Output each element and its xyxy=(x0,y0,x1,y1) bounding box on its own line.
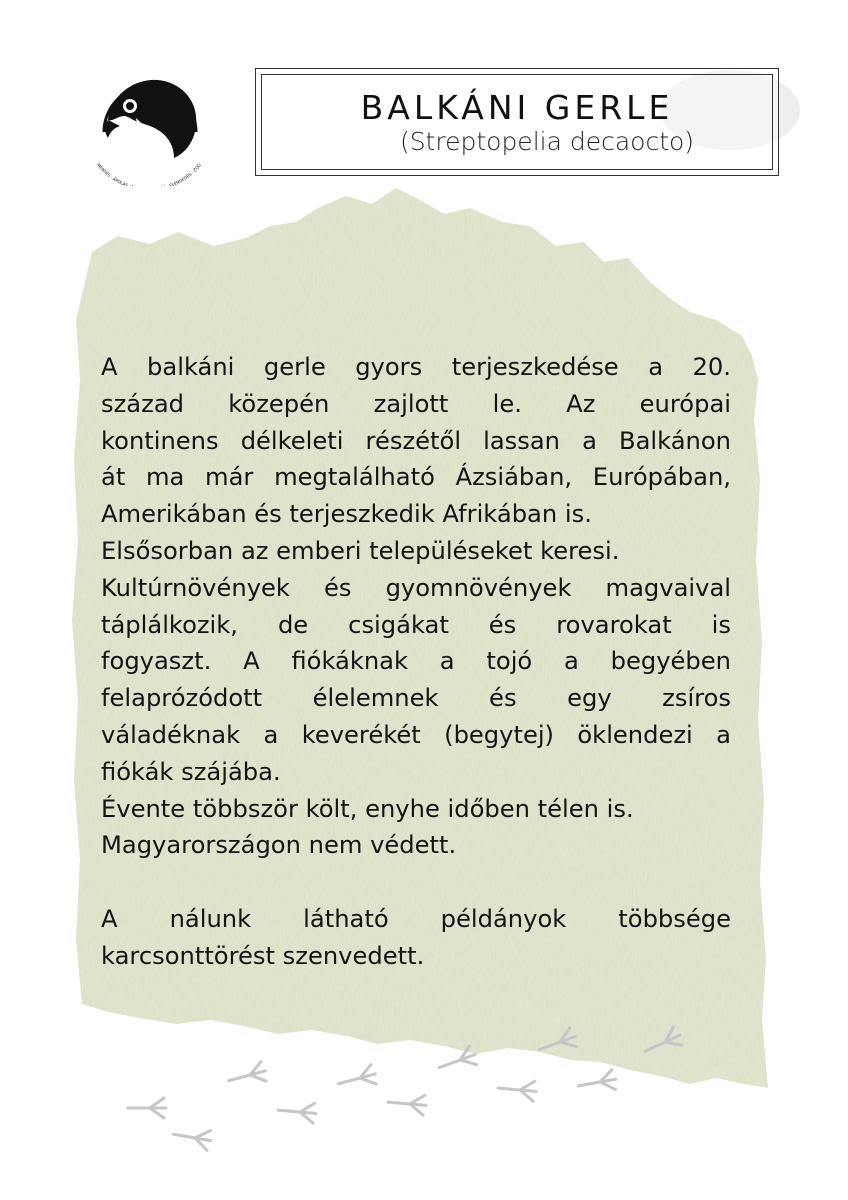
p3-line-6: fiókák szájába. xyxy=(101,757,281,786)
logo-tagline-path: MENTÉS · ÁPOLÁS ELENGEDÉS · ZOO xyxy=(95,162,203,186)
p1-line-2: század közepén zajlott le. Az európai xyxy=(101,389,731,418)
paragraph-2: Elsősorban az emberi településeket keresi. xyxy=(101,536,620,565)
p1-line-5: Amerikában és terjeszkedik Afrikában is. xyxy=(101,500,592,529)
page-title: BALKÁNI GERLE xyxy=(360,88,674,127)
p3-line-5: váladéknak a keverékét (begytej) öklendezi a xyxy=(101,720,731,749)
description-text xyxy=(101,349,731,975)
paragraph-4: Évente többször költ, enyhe időben télen is. xyxy=(101,794,634,823)
p3-line-2: táplálkozik, de csigákat és rovarokat is xyxy=(101,610,731,639)
logo-name xyxy=(78,66,218,70)
p6-line-2: karcsonttörést szenvedett. xyxy=(101,941,425,970)
scientific-name: (Streptopelia decaocto) xyxy=(399,127,695,156)
logo-tagline xyxy=(96,162,202,186)
paragraph-5: Magyarországon nem védett. xyxy=(101,831,457,860)
p1-line-4: át ma már megtalálható Ázsiában, Európában, xyxy=(101,463,731,492)
paragraph-3 xyxy=(101,570,731,791)
p3-line-3: fogyaszt. A fiókáknak a tojó a begyében xyxy=(101,647,731,676)
logo-text xyxy=(78,66,218,186)
title-frame xyxy=(255,68,779,176)
paragraph-gap xyxy=(101,864,731,901)
paragraph-1 xyxy=(101,349,731,533)
title-frame-inner xyxy=(261,74,773,170)
paragraph-6 xyxy=(101,901,731,975)
p3-line-4: felaprózódott élelemnek és egy zsíros xyxy=(101,684,731,713)
p1-line-3: kontinens délkeleti részétől lassan a Balkánon xyxy=(101,426,731,455)
p6-line-1: A nálunk látható példányok többsége xyxy=(101,904,731,933)
p1-line-1: A balkáni gerle gyors terjeszkedése a 20. xyxy=(101,353,731,381)
p3-line-1: Kultúrnövények és gyomnövények magvaival xyxy=(101,573,731,602)
